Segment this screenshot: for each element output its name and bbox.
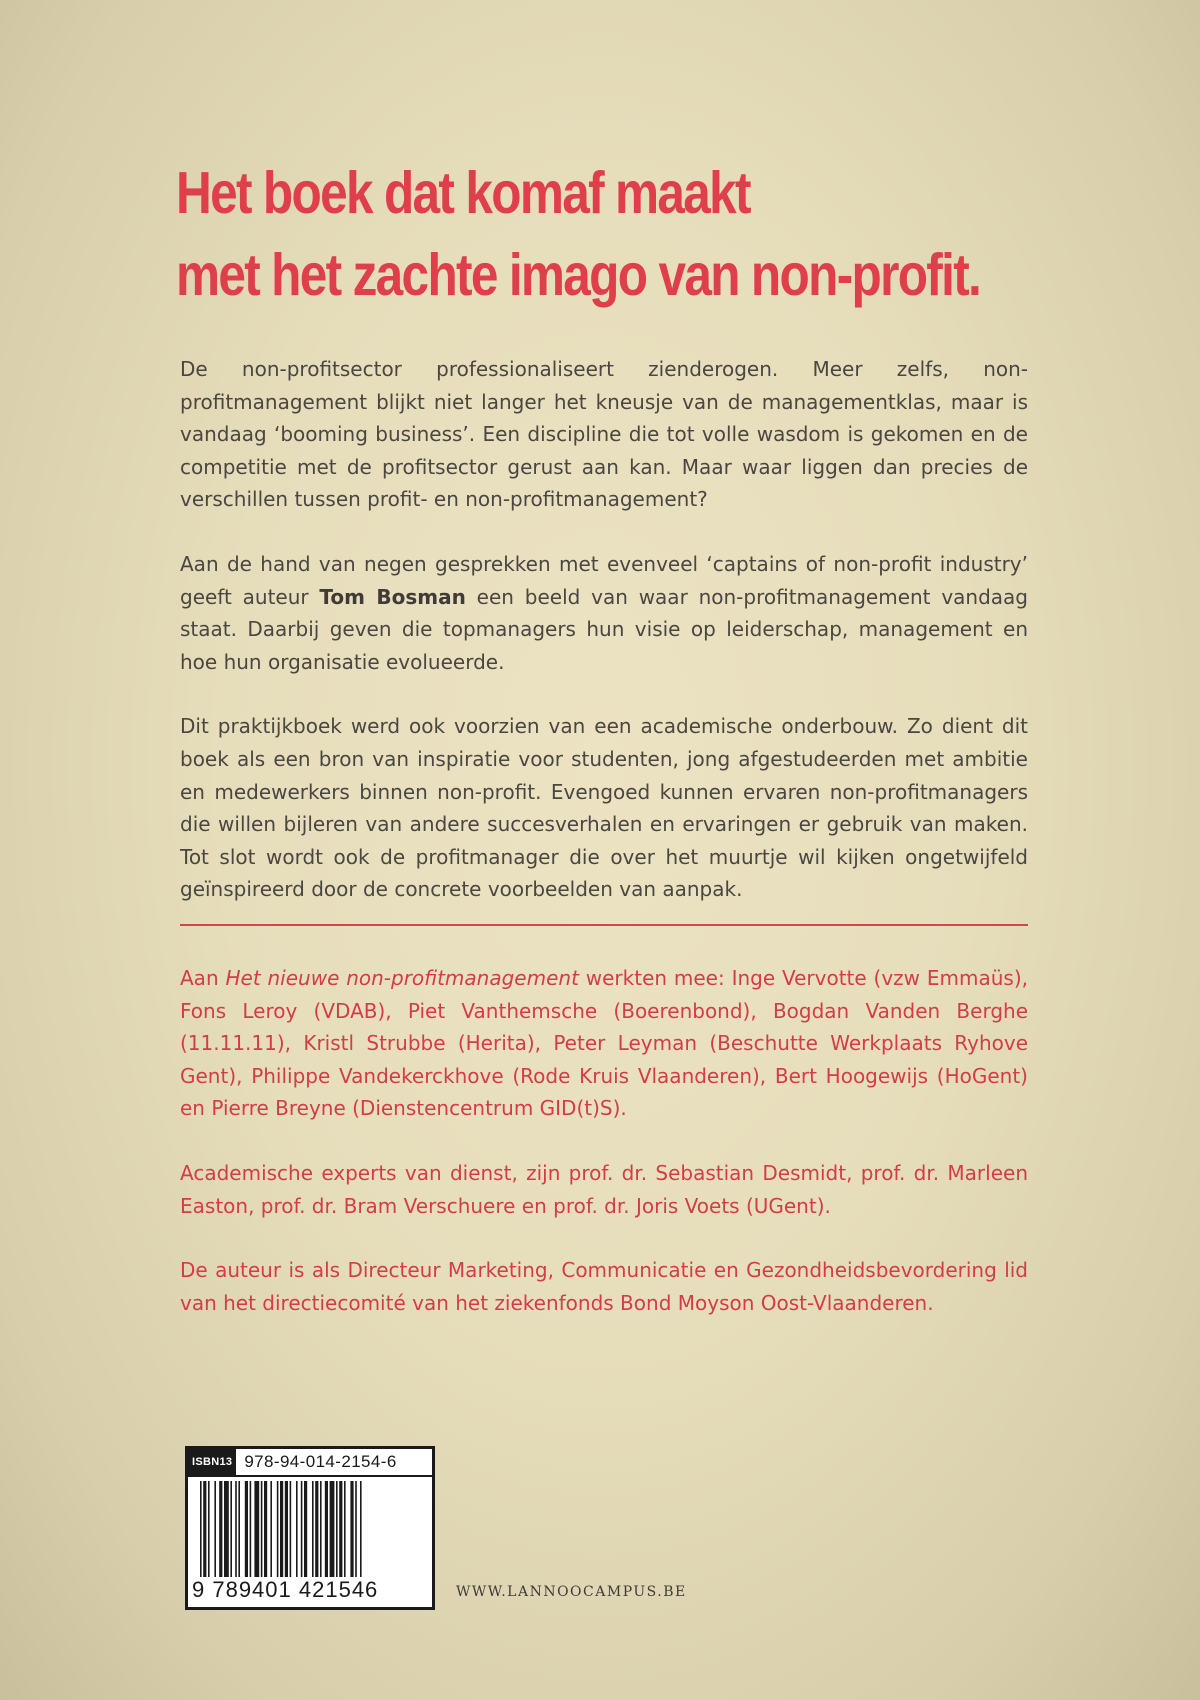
isbn-number: 978-94-014-2154-6	[244, 1452, 397, 1471]
blurb-paragraph-2	[180, 548, 1028, 678]
barcode-bar	[224, 1481, 229, 1581]
experts-paragraph: Academische experts van dienst, zijn prof. dr. Sebastian Desmidt, prof. dr. Marleen Easton, prof. dr. Bram Verschuere en prof. dr. Joris Voets (UGent).	[180, 1160, 1028, 1218]
barcode-bar	[254, 1481, 259, 1581]
barcode-bar	[245, 1481, 248, 1581]
barcode-bar	[290, 1481, 292, 1581]
barcode-bar	[214, 1481, 216, 1581]
barcode-bar	[238, 1481, 240, 1581]
barcode-bar	[219, 1481, 222, 1581]
blurb-paragraph-2-start: Aan de hand van negen gesprekken met evenveel ‘captains of non-profit industry’ geeft auteur	[180, 551, 1028, 609]
isbn-barcode	[185, 1446, 435, 1610]
publisher-website: WWW.LANNOOCAMPUS.BE	[456, 1584, 687, 1600]
blurb-paragraph-3: Dit praktijkboek werd ook voorzien van een academische onderbouw. Zo dient dit boek als een bron van inspiratie voor studenten, jong afgestudeerden met ambitie en medewerkers binnen non-profit. Evengoed kunnen ervaren non-profitmanagers die willen bijleren van andere succesverhalen en ervaringen er gebruik van maken. Tot slot wordt ook de profitmanager die over het muurtje wil kijken ongetwijfeld geïnspireerd door de concrete voorbeelden van aanpak.	[180, 714, 1028, 902]
barcode-bar	[264, 1481, 267, 1581]
barcode-bar	[296, 1481, 298, 1581]
barcode-bar	[270, 1481, 272, 1581]
barcode-bar	[312, 1481, 314, 1581]
barcode-bar	[285, 1481, 288, 1581]
barcode-bar	[330, 1481, 335, 1581]
divider-rule	[180, 924, 1028, 926]
barcode-bar	[355, 1481, 357, 1581]
contributors-list: werkten mee: Inge Vervotte (vzw Emmaüs), Fons Leroy (VDAB), Piet Vanthemsche (Boerenbond), Bogdan Vanden Berghe (11.11.11), Kristl Strubbe (Herita), Peter Leyman (Beschutte Werkplaats Ryhove Gent), Philippe Vandekerckhove (Rode Kruis Vlaanderen), Bert Hoogewijs (HoGent) en Pierre Breyne (Dienstencentrum GID(t)S).	[180, 966, 1028, 1121]
barcode-bar	[336, 1481, 338, 1581]
barcode-bar	[315, 1481, 318, 1581]
contributors-prefix: Aan	[180, 966, 226, 990]
barcode-bar	[304, 1481, 307, 1581]
author-name: Tom Bosman	[319, 584, 466, 609]
barcode-bars	[194, 1481, 426, 1581]
author-bio-paragraph: De auteur is als Directeur Marketing, Communicatie en Gezondheidsbevordering lid van het directiecomité van het ziekenfonds Bond Moyson Oost-Vlaanderen.	[180, 1258, 1028, 1315]
barcode-bar	[235, 1481, 237, 1581]
headline	[176, 152, 981, 316]
barcode-bar	[208, 1481, 210, 1581]
barcode-bar	[350, 1481, 353, 1581]
barcode-bar	[250, 1481, 252, 1581]
barcode-bar	[344, 1481, 346, 1581]
barcode-bar	[200, 1481, 202, 1581]
barcode-bar	[360, 1481, 362, 1581]
book-title: Het nieuwe non-profitmanagement	[225, 966, 579, 990]
blurb-body	[180, 353, 1028, 906]
barcode-bar	[277, 1481, 279, 1581]
barcode-bar	[325, 1481, 328, 1581]
isbn-label: ISBN13	[188, 1449, 236, 1475]
blurb-paragraph-2-end: een beeld van waar non-profitmanagement vandaag staat. Daarbij geven die topmanagers hun visie op leiderschap, management en hoe hun organisatie evolueerde.	[180, 584, 1029, 674]
isbn-row	[188, 1449, 432, 1477]
blurb-paragraph-1: De non-profitsector professionaliseert zienderogen. Meer zelfs, non-profitmanagement blijkt niet langer het kneusje van de managementklas, maar is vandaag ‘booming business’. Een discipline die tot volle wasdom is gekomen en de competitie met de profitsector gerust aan kan. Maar waar liggen dan precies de verschillen tussen profit- en non-profitmanagement?	[180, 357, 1028, 512]
barcode-bar	[203, 1481, 206, 1581]
barcode-bar	[261, 1481, 263, 1581]
barcode-bar	[230, 1481, 232, 1581]
barcode-digits: 9 789401 421546	[192, 1577, 430, 1603]
headline-line-1: Het boek dat komaf maakt	[176, 160, 750, 226]
barcode-bar	[320, 1481, 322, 1581]
barcode-bar	[339, 1481, 342, 1581]
barcode-bar	[280, 1481, 283, 1581]
headline-line-2: met het zachte imago van non-profit.	[176, 242, 981, 308]
barcode-bar	[301, 1481, 303, 1581]
credits	[180, 962, 1028, 1351]
contributors-paragraph	[180, 962, 1028, 1125]
